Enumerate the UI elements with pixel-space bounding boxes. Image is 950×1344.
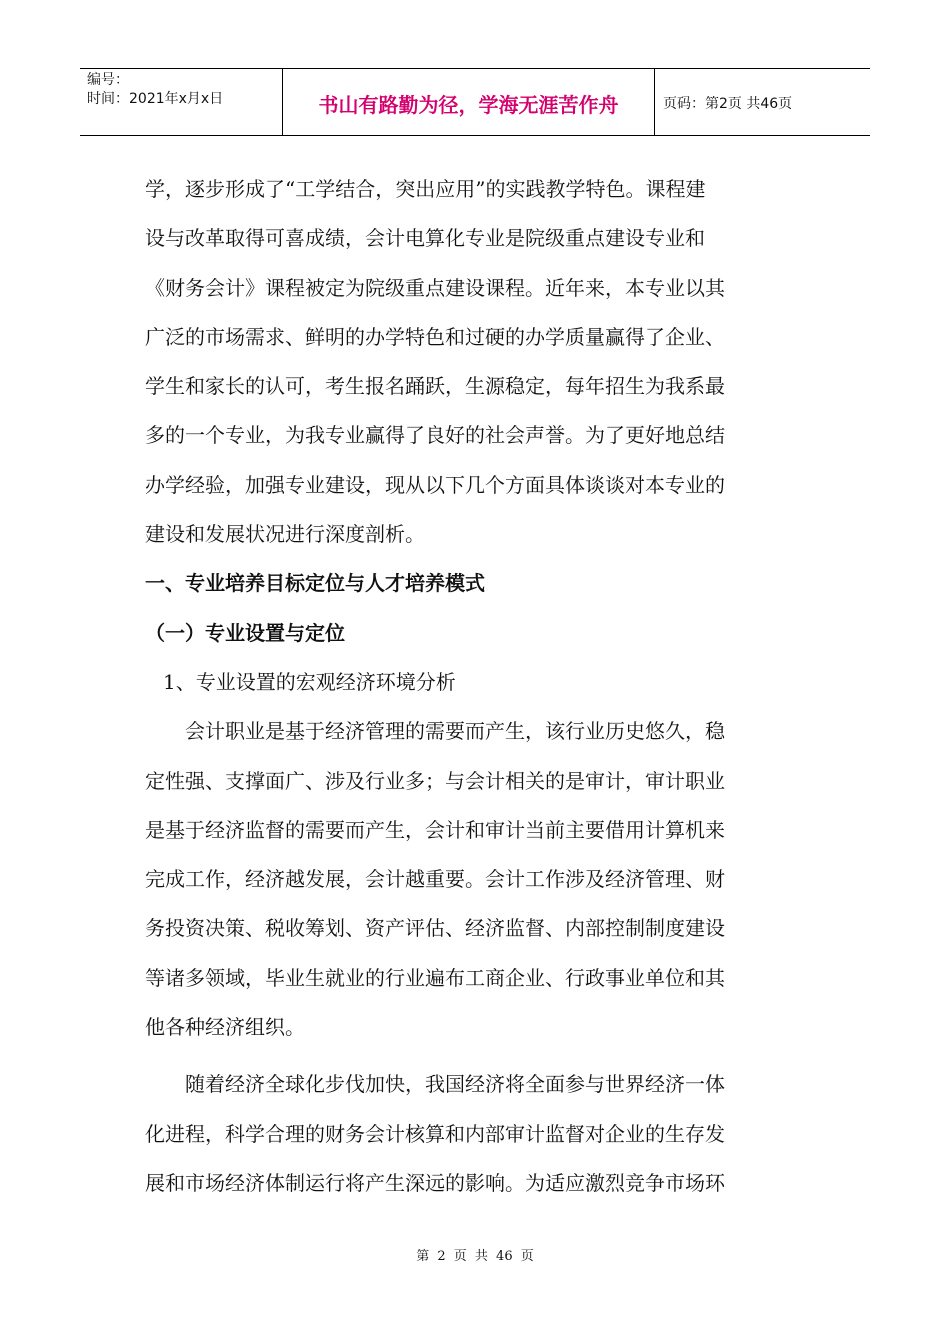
header-motto-cell — [283, 69, 655, 135]
document-time-label: 时间：2021年x月x日 — [87, 91, 224, 107]
body-line: 学，逐步形成了“工学结合，突出应用”的实践教学特色。课程建 — [145, 177, 706, 201]
subsection-heading: （一）专业设置与定位 — [145, 620, 345, 645]
body-line: 办学经验，加强专业建设，现从以下几个方面具体谈谈对本专业的 — [145, 472, 725, 497]
body-line: 会计职业是基于经济管理的需要而产生，该行业历史悠久，稳 — [185, 719, 725, 744]
body-line: 他各种经济组织。 — [145, 1015, 305, 1040]
page-footer: 第 2 页 共 46 页 — [416, 1249, 534, 1264]
body-line: 建设和发展状况进行深度剖析。 — [145, 522, 425, 547]
header-page-info: 页码：第2页 共46页 — [663, 96, 793, 112]
body-line: 广泛的市场需求、鲜明的办学特色和过硬的办学质量赢得了企业、 — [145, 324, 725, 349]
body-line: 设与改革取得可喜成绩，会计电算化专业是院级重点建设专业和 — [145, 226, 705, 251]
paragraph-gap — [145, 1052, 807, 1060]
body-line: 务投资决策、税收筹划、资产评估、经济监督、内部控制制度建设 — [145, 916, 725, 941]
document-number-label: 编号： — [87, 72, 129, 88]
body-line: 展和市场经济体制运行将产生深远的影响。为适应激烈竞争市场环 — [145, 1170, 725, 1195]
header-meta — [80, 69, 283, 135]
header-motto: 书山有路勤为径，学海无涯苦作舟 — [318, 92, 619, 117]
body-line: 多的一个专业，为我专业赢得了良好的社会声誉。为了更好地总结 — [145, 423, 725, 448]
body-line: 《财务会计》课程被定为院级重点建设课程。近年来，本专业以其 — [145, 275, 725, 300]
body-line: 等诸多领域，毕业生就业的行业遍布工商企业、行政事业单位和其 — [145, 965, 725, 990]
document-body — [145, 165, 807, 1208]
paragraph-intro — [145, 165, 807, 559]
body-line: 是基于经济监督的需要而产生，会计和审计当前主要借用计算机来 — [145, 817, 725, 842]
body-line: 随着经济全球化步伐加快，我国经济将全面参与世界经济一体 — [185, 1072, 725, 1097]
body-line: 定性强、支撑面广、涉及行业多；与会计相关的是审计，审计职业 — [145, 768, 725, 793]
body-line: 化进程，科学合理的财务会计核算和内部审计监督对企业的生存发 — [145, 1121, 725, 1146]
sub-subsection-heading: 1、专业设置的宏观经济环境分析 — [163, 669, 456, 694]
body-line: 学生和家长的认可，考生报名踊跃，生源稳定，每年招生为我系最 — [145, 374, 725, 399]
section-heading: 一、专业培养目标定位与人才培养模式 — [145, 571, 485, 596]
paragraph-globalization — [145, 1060, 807, 1208]
body-line: 完成工作，经济越发展，会计越重要。会计工作涉及经济管理、财 — [145, 867, 725, 892]
paragraph-accounting-profession — [145, 707, 807, 1052]
page-header — [80, 68, 870, 136]
